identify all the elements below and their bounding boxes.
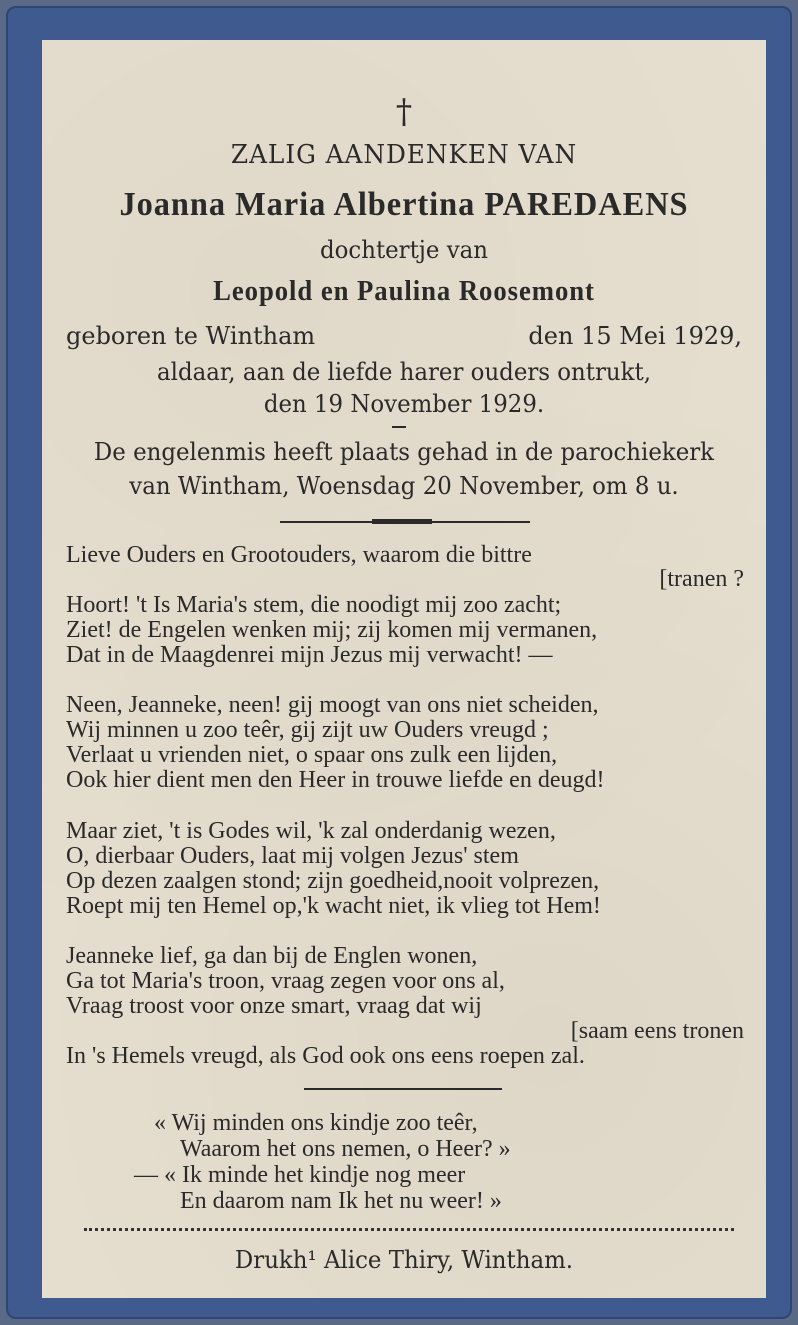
poem-line: [saam eens tronen xyxy=(570,1018,744,1044)
divider-middle xyxy=(304,1088,502,1090)
dotted-divider xyxy=(84,1228,734,1231)
birth-date: den 15 Mei 1929, xyxy=(528,322,742,350)
poem-line: Ook hier dient men den Heer in trouwe liefde en deugd! xyxy=(66,767,605,793)
poem-line: Verlaat u vrienden niet, o spaar ons zulk een lijden, xyxy=(66,742,558,768)
poem-line: Wij minnen u zoo teêr, gij zijt uw Ouders vreugd ; xyxy=(66,717,549,743)
quote-line: Waarom het ons nemen, o Heer? » xyxy=(180,1136,511,1162)
poem-line: In 's Hemels vreugd, als God ook ons eens roepen zal. xyxy=(66,1043,585,1069)
poem-line: Roept mij ten Hemel op,'k wacht niet, ik vlieg tot Hem! xyxy=(66,893,601,919)
heading: ZALIG AANDENKEN VAN xyxy=(230,140,578,170)
printer-credit: Drukh¹ Alice Thiry, Wintham. xyxy=(234,1246,574,1274)
poem-line: Jeanneke lief, ga dan bij de Englen wonen, xyxy=(66,943,478,969)
death-line-2: den 19 November 1929. xyxy=(263,390,545,418)
birth-place: geboren te Wintham xyxy=(66,322,316,350)
death-line-1: aldaar, aan de liefde harer ouders ontrukt, xyxy=(157,358,651,386)
poem-line: Vraag troost voor onze smart, vraag dat wij xyxy=(66,993,482,1019)
poem-line: Op dezen zaalgen stond; zijn goedheid,nooit volprezen, xyxy=(66,868,600,894)
poem-line: Neen, Jeanneke, neen! gij moogt van ons niet scheiden, xyxy=(66,692,599,718)
mass-line-1: De engelenmis heeft plaats gehad in de parochiekerk xyxy=(93,438,715,466)
poem-line: [tranen ? xyxy=(659,566,744,592)
short-divider xyxy=(392,426,406,428)
poem-line: Ga tot Maria's troon, vraag zegen voor ons al, xyxy=(66,968,505,994)
divider-ornament xyxy=(372,519,432,524)
quote-line: « Wij minden ons kindje zoo teêr, xyxy=(154,1110,478,1136)
poem-line: Hoort! 't Is Maria's stem, die noodigt mij zoo zacht; xyxy=(66,592,562,618)
poem-line: O, dierbaar Ouders, laat mij volgen Jezus' stem xyxy=(66,843,519,869)
mass-line-2: van Wintham, Woensdag 20 November, om 8 u. xyxy=(129,472,679,500)
poem-line: Maar ziet, 't is Godes wil, 'k zal onderdanig wezen, xyxy=(66,818,556,844)
quote-line: En daarom nam Ik het nu weer! » xyxy=(180,1188,502,1214)
poem-line: Lieve Ouders en Grootouders, waarom die bittre xyxy=(66,542,532,568)
cross-icon: † xyxy=(395,92,413,132)
parents-names: Leopold en Paulina Roosemont xyxy=(213,276,595,307)
card-paper xyxy=(42,40,766,1298)
quote-line: — « Ik minde het kindje nog meer xyxy=(134,1162,466,1188)
memorial-card xyxy=(6,6,792,1319)
poem-line: Dat in de Maagdenrei mijn Jezus mij verwacht! — xyxy=(66,642,553,668)
relation-text: dochtertje van xyxy=(320,236,488,264)
deceased-name: Joanna Maria Albertina PAREDAENS xyxy=(119,186,689,223)
poem-line: Ziet! de Engelen wenken mij; zij komen mij vermanen, xyxy=(66,617,598,643)
